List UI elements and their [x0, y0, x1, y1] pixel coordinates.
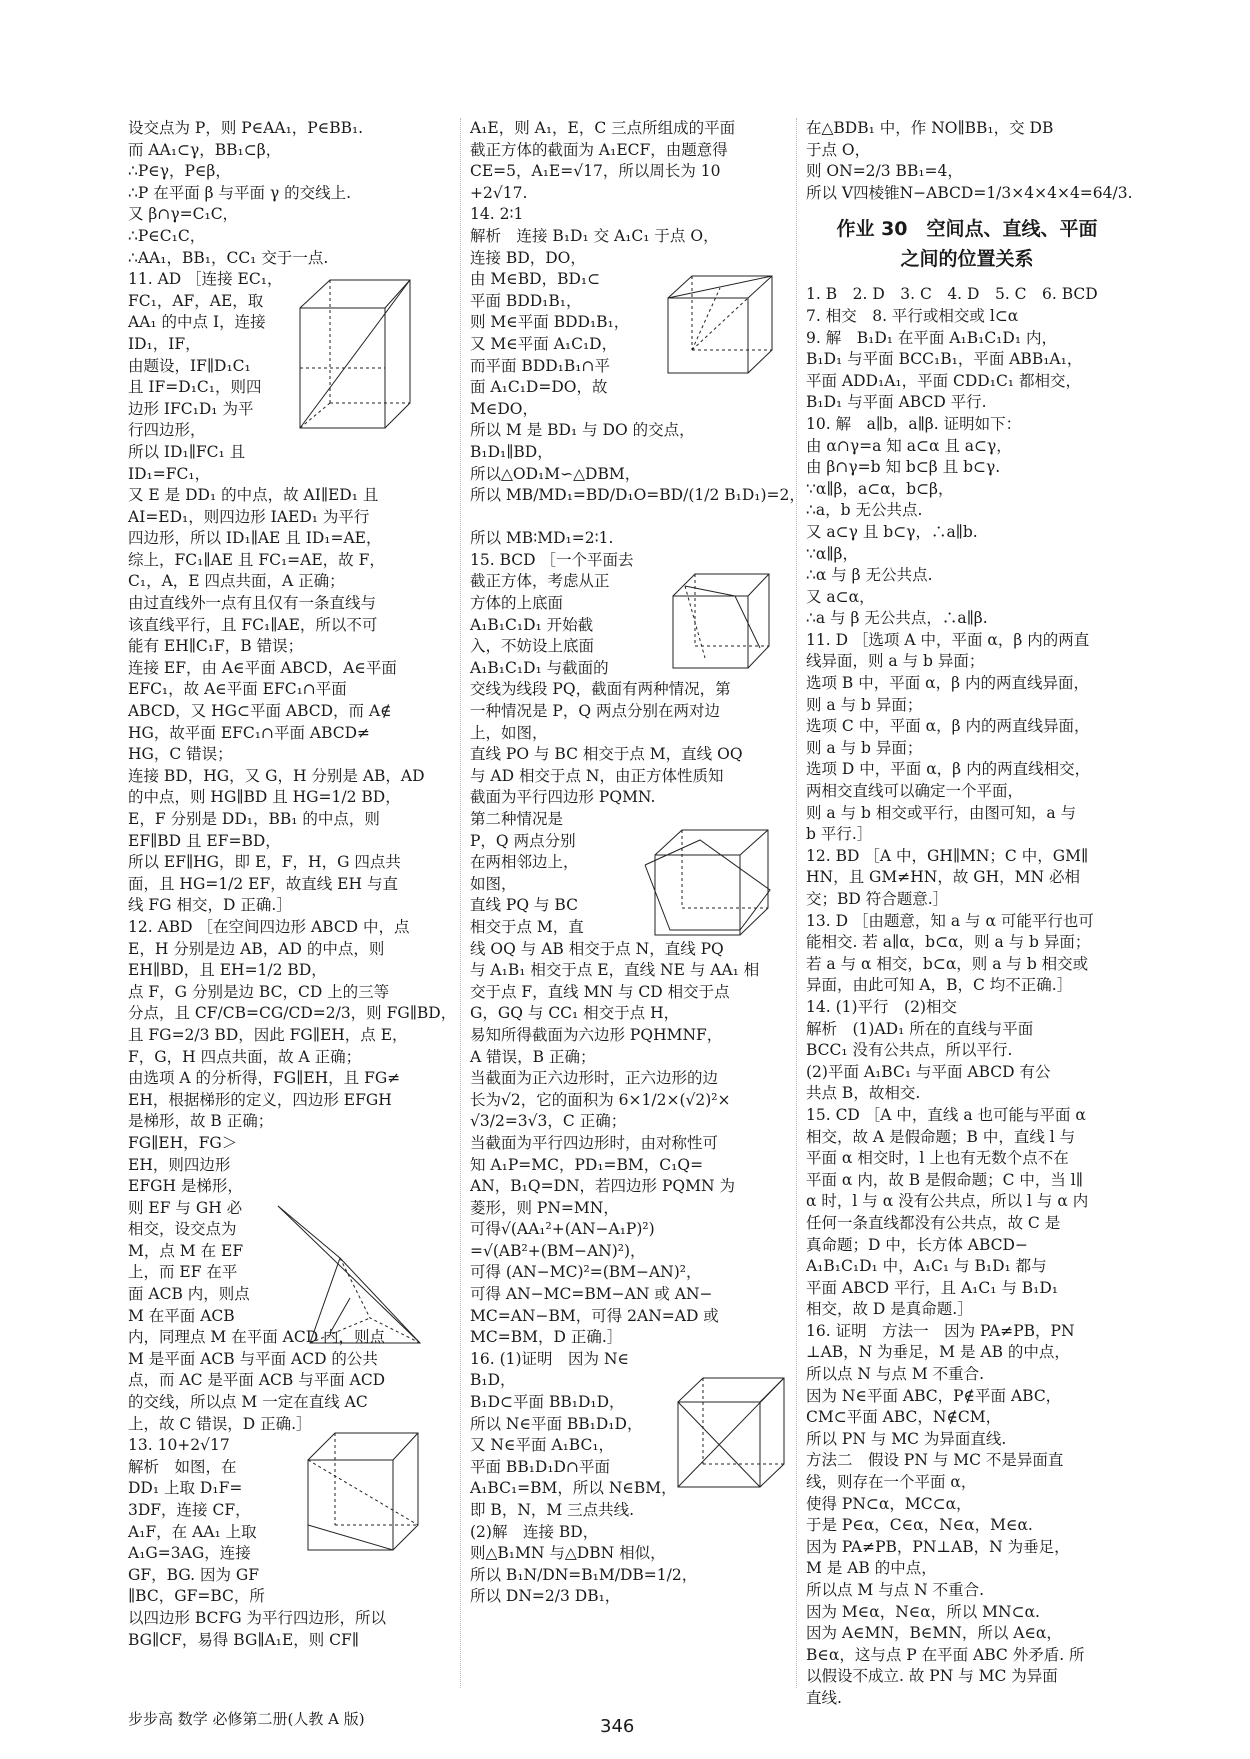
- text-line: F，G，H 四点共面，故 A 正确；: [128, 1047, 362, 1066]
- text-line: 因为 A∈MN，B∈MN，所以 A∈α，: [806, 1624, 1062, 1643]
- text-line: 且 FG=2/3 BD，因此 FG∥EH，点 E，: [128, 1025, 408, 1044]
- text-line: 当截面为平行四边形时，由对称性可: [470, 1133, 719, 1152]
- text-line: 而 AA₁⊂γ，BB₁⊂β，: [128, 140, 282, 159]
- text-line: 由 M∈BD，BD₁⊂: [470, 270, 601, 289]
- text-line: 又 E 是 DD₁ 的中点，故 AI∥ED₁ 且: [128, 486, 379, 505]
- text-line: [470, 507, 792, 529]
- text-line: CM⊂平面 ABC，N∉CM，: [806, 1408, 1002, 1427]
- book-title-footer: 步步高 数学 必修第二册(人教 A 版): [128, 1710, 365, 1728]
- text-line: 直线 PO 与 BC 相交于点 M，直线 OQ: [470, 745, 743, 764]
- text-line: 14. 2∶1: [470, 205, 524, 224]
- text-line: 相交于点 M，直: [470, 917, 584, 936]
- text-line: EH，根据梯形的定义，四边形 EFGH: [128, 1090, 392, 1109]
- text-line: (2)平面 A₁BC₁ 与平面 ABCD 有公: [806, 1062, 1051, 1081]
- text-line: 且 IF=D₁C₁，则四: [128, 378, 262, 397]
- text-line: 上，而 EF 在平: [128, 1263, 238, 1282]
- text-line: 上，故 C 错误，D 正确.］: [128, 1414, 312, 1433]
- text-line: 解析 连接 B₁D₁ 交 A₁C₁ 于点 O，: [470, 226, 719, 245]
- text-line: 能有 EH∥C₁F，B 错误；: [128, 637, 304, 656]
- text-line: 易知所得截面为六边形 PQHMNF，: [470, 1025, 723, 1044]
- text-line: ABCD，又 HG⊂平面 ABCD，而 A∉: [128, 702, 392, 721]
- text-line: 面 ACB 内，则点: [128, 1285, 250, 1304]
- text-line: 方法二 假设 PN 与 MC 不是异面直: [806, 1451, 1064, 1470]
- section-heading-line2: 之间的位置关系: [900, 248, 1034, 271]
- text-line: 交于点 F，直线 MN 与 CD 相交于点: [470, 982, 730, 1001]
- text-line: A₁B₁C₁D₁ 开始截: [470, 615, 594, 634]
- text-line: 13. D ［由题意，知 a 与 α 可能平行也可: [806, 911, 1094, 930]
- text-line: 又 a⊂α，: [806, 587, 875, 606]
- text-line: 又 β∩γ=C₁C，: [128, 205, 239, 224]
- text-line: BG∥CF，易得 BG∥A₁E，则 CF∥: [128, 1630, 359, 1649]
- text-line: 与 A₁B₁ 相交于点 E，直线 NE 与 AA₁ 相: [470, 961, 760, 980]
- text-line: α 时，l 与 α 没有公共点，所以 l 与 α 内: [806, 1192, 1089, 1211]
- text-line: 连接 EF，由 A∈平面 ABCD，A∈平面: [128, 658, 397, 677]
- text-line: EF∥BD 且 EF=BD，: [128, 831, 281, 850]
- text-line: M，点 M 在 EF: [128, 1241, 244, 1260]
- text-line: 在△BDB₁ 中，作 NO∥BB₁，交 DB: [806, 119, 1054, 137]
- text-line: A₁F，在 AA₁ 上取: [128, 1522, 257, 1541]
- text-line: 11. AD ［连接 EC₁，: [128, 270, 283, 289]
- text-line: 于是 P∈α，C∈α，N∈α，M∈α.: [806, 1516, 1033, 1535]
- text-line: 若 a 与 α 相交，b⊂α，则 a 与 b 相交或: [806, 954, 1089, 973]
- text-line: CE=5，A₁E=√17，所以周长为 10: [470, 162, 721, 181]
- text-line: 面，且 HG=1/2 EF，故直线 EH 与直: [128, 874, 398, 893]
- text-line: 由 β∩γ=b 知 b⊂β 且 b⊂γ.: [806, 458, 1001, 477]
- text-line: 交；BD 符合题意.］: [806, 890, 949, 908]
- text-line: 所以 V四棱锥N−ABCD=1/3×4×4×4=64/3.: [806, 183, 1133, 202]
- text-line: 所以点 M 与点 N 不重合.: [806, 1581, 985, 1599]
- text-line: 直线.: [806, 1688, 842, 1707]
- text-line: 所以点 N 与点 M 不重合.: [806, 1365, 985, 1384]
- text-line: 由选项 A 的分析得，FG∥EH，且 FG≠: [128, 1069, 401, 1088]
- text-line: EH∥BD，且 EH=1/2 BD，: [128, 961, 327, 980]
- text-line: 分点，且 CF/CB=CG/CD=2/3，则 FG∥BD，: [128, 1004, 457, 1023]
- text-line: 点，而 AC 是平面 ACB 与平面 ACD: [128, 1371, 386, 1390]
- text-line: M 在平面 ACB: [128, 1306, 235, 1325]
- text-line: 可得 (AN−MC)²=(BM−AN)²，: [470, 1263, 702, 1282]
- text-line: 的中点，则 HG∥BD 且 HG=1/2 BD，: [128, 788, 401, 807]
- text-line: 则△B₁MN 与△DBN 相似，: [470, 1544, 666, 1563]
- text-line: b 平行.］: [806, 825, 873, 844]
- text-line: G，GQ 与 CC₁ 相交于点 H，: [470, 1004, 680, 1023]
- column-3-top: [806, 118, 1133, 204]
- text-line: ∴AA₁，BB₁，CC₁ 交于一点.: [128, 248, 329, 267]
- column-divider: [796, 118, 797, 1688]
- text-line: GF，BG. 因为 GF: [128, 1565, 260, 1584]
- text-line: A₁G=3AG，连接: [128, 1544, 251, 1563]
- text-line: 一种情况是 P，Q 两点分别在两对边: [470, 702, 720, 721]
- text-line: FC₁，AF，AE，取: [128, 291, 264, 310]
- text-line: 真命题；D 中，长方体 ABCD−: [806, 1235, 1028, 1254]
- text-line: 所以 MB∶MD₁=2∶1.: [470, 529, 614, 548]
- text-line: HG，故平面 EFC₁∩平面 ABCD≠: [128, 723, 371, 742]
- text-line: 相交，故 A 是假命题；B 中，直线 l 与: [806, 1127, 1076, 1146]
- cube-figure-problem-11: [290, 268, 420, 440]
- text-line: 所以 PN 与 MC 为异面直线.: [806, 1429, 1007, 1448]
- text-line: 上，如图，: [470, 723, 548, 742]
- text-line: 选项 D 中，平面 α，β 内的两直线相交，: [806, 760, 1091, 779]
- text-line: 连接 BD，DO，: [470, 248, 586, 267]
- text-line: 设交点为 P，则 P∈AA₁，P∈BB₁.: [128, 119, 364, 137]
- text-line: 解析 如图，在: [128, 1457, 237, 1476]
- text-line: 点 F，G 分别是边 BC，CD 上的三等: [128, 982, 390, 1001]
- text-line: 因为 PA≠PB，PN⊥AB，N 为垂足，: [806, 1537, 1070, 1556]
- text-line: 入，不妨设上底面: [470, 637, 595, 656]
- text-line: A₁E，则 A₁，E，C 三点所组成的平面: [470, 119, 736, 137]
- text-line: 所以 MB/MD₁=BD/D₁O=BD/(1/2 B₁D₁)=2，: [470, 486, 805, 505]
- text-line: HG，C 错误；: [128, 745, 233, 764]
- text-line: 10. 解 a∥b，a∥β. 证明如下：: [806, 414, 1022, 433]
- text-line: 又 N∈平面 A₁BC₁，: [470, 1436, 615, 1455]
- text-line: 以四边形 BCFG 为平行四边形，所以: [128, 1608, 387, 1627]
- text-line: BCC₁ 没有公共点，所以平行.: [806, 1041, 1013, 1060]
- text-line: 能相交. 若 a∥α，b⊂α，则 a 与 b 异面；: [806, 933, 1091, 952]
- text-line: 所以 M 是 BD₁ 与 DO 的交点，: [470, 421, 695, 440]
- text-line: 9. 解 B₁D₁ 在平面 A₁B₁C₁D₁ 内，: [806, 328, 1057, 347]
- text-line: 线 FG 相交，D 正确.］: [128, 896, 292, 915]
- text-line: 线 OQ 与 AB 相交于点 N，直线 PQ: [470, 939, 724, 958]
- text-line: M 是 AB 的中点，: [806, 1559, 937, 1578]
- text-line: 因为 N∈平面 ABC，P∉平面 ABC，: [806, 1386, 1062, 1405]
- text-line: 共点 B，故相交.: [806, 1084, 921, 1103]
- text-line: E，F 分别是 DD₁，BB₁ 的中点，则: [128, 810, 380, 828]
- text-line: FG∥EH，FG＞: [128, 1133, 238, 1152]
- text-line: √3/2=3√3，C 正确；: [470, 1112, 627, 1131]
- column-divider: [460, 118, 461, 1688]
- text-line: 以假设不成立. 故 PN 与 MC 为异面: [806, 1667, 1058, 1686]
- text-line: 平面 ADD₁A₁，平面 CDD₁C₁ 都相交，: [806, 371, 1081, 390]
- text-line: 而平面 BDD₁B₁∩平: [470, 356, 610, 375]
- text-line: DD₁ 上取 D₁F=: [128, 1479, 243, 1498]
- text-line: 1. B 2. D 3. C 4. D 5. C 6. BCD: [806, 285, 1098, 304]
- cube-figure-problem-15a: [665, 568, 775, 673]
- text-line: 线异面，则 a 与 b 异面；: [806, 652, 985, 671]
- text-line: ID₁=FC₁，: [128, 464, 211, 483]
- text-line: 由题设，IF∥D₁C₁: [128, 356, 251, 375]
- text-line: 第二种情况是: [470, 810, 564, 828]
- cube-figure-problem-15b: [640, 820, 780, 945]
- text-line: 综上，FC₁∥AE 且 FC₁=AE，故 F，: [128, 550, 385, 569]
- text-line: 面 A₁C₁D=DO，故: [470, 378, 608, 397]
- text-line: 与 AD 相交于点 N，由正方体性质知: [470, 766, 724, 785]
- text-line: MC=AN−BM，可得 2AN=AD 或: [470, 1306, 719, 1325]
- text-line: ∵α∥β，a⊂α，b⊂β，: [806, 479, 954, 498]
- text-line: A₁BC₁=BM，所以 N∈BM，: [470, 1479, 677, 1498]
- page-number: 346: [600, 1716, 635, 1737]
- text-line: 平面 α 相交时，l 上也有无数个点不在: [806, 1149, 1069, 1168]
- text-line: 15. CD ［A 中，直线 a 也可能与平面 α: [806, 1105, 1086, 1124]
- text-line: 线，则存在一个平面 α，: [806, 1473, 977, 1492]
- text-line: 所以 ID₁∥FC₁ 且: [128, 442, 246, 461]
- text-line: 长为√2，它的面积为 6×1/2×(√2)²×: [470, 1090, 731, 1109]
- text-line: 所以 N∈平面 BB₁D₁D，: [470, 1414, 643, 1433]
- text-line: A₁B₁C₁D₁ 与截面的: [470, 658, 609, 677]
- text-line: ID₁，IF，: [128, 334, 201, 353]
- text-line: 可得√(AA₁²+(AN−A₁P)²): [470, 1220, 655, 1239]
- text-line: A 错误，B 正确；: [470, 1047, 596, 1066]
- text-line: 由 α∩γ=a 知 a⊂α 且 a⊂γ，: [806, 436, 1012, 455]
- text-line: E，H 分别是边 AB，AD 的中点，则: [128, 939, 385, 958]
- text-line: 在两相邻边上，: [470, 853, 579, 872]
- text-line: 任何一条直线都没有公共点，故 C 是: [806, 1213, 1061, 1232]
- text-line: A₁B₁C₁D₁ 中，A₁C₁ 与 B₁D₁ 都与: [806, 1257, 1047, 1276]
- text-line: B₁D₁ 与平面 ABCD 平行.: [806, 393, 987, 412]
- text-line: 所以 B₁N/DN=B₁M/DB=1/2，: [470, 1565, 698, 1584]
- text-line: EH，则四边形: [128, 1155, 231, 1174]
- text-line: 选项 C 中，平面 α，β 内的两直线异面，: [806, 717, 1090, 736]
- text-line: 截正方体的截面为 A₁ECF，由题意得: [470, 140, 728, 159]
- column-3-answers: [806, 284, 1128, 1709]
- section-heading: [806, 214, 1128, 274]
- text-line: 16. 证明 方法一 因为 PA≠PB，PN: [806, 1321, 1075, 1340]
- text-line: HN，且 GM≠HN，故 GH，MN 必相: [806, 868, 1081, 887]
- text-line: MC=BM，D 正确.］: [470, 1328, 623, 1347]
- text-line: 所以 EF∥HG，即 E，F，H，G 四点共: [128, 853, 401, 872]
- text-line: 11. D ［选项 A 中，平面 α，β 内的两直: [806, 630, 1090, 649]
- text-line: 由过直线外一点有且仅有一条直线与: [128, 594, 377, 613]
- text-line: 可得 AN−MC=BM−AN 或 AN−: [470, 1285, 713, 1304]
- text-line: 的交线，所以点 M 一定在直线 AC: [128, 1393, 368, 1412]
- text-line: ⊥AB，N 为垂足，M 是 AB 的中点，: [806, 1343, 1070, 1362]
- text-line: EFGH 是梯形，: [128, 1177, 243, 1196]
- text-line: M 是平面 ACB 与平面 ACD 的公共: [128, 1349, 378, 1368]
- text-line: P，Q 两点分别: [470, 831, 576, 850]
- text-line: 菱形，则 PN=MN，: [470, 1198, 619, 1217]
- text-line: 截正方体，考虑从正: [470, 572, 610, 591]
- text-line: 相交，设交点为: [128, 1220, 237, 1239]
- text-line: 当截面为正六边形时，正六边形的边: [470, 1069, 719, 1088]
- tetrahedron-figure-problem-12: [270, 1198, 430, 1348]
- text-line: ∥BC，GF=BC，所: [128, 1587, 265, 1606]
- column-3: [806, 118, 1133, 1710]
- text-line: 内，同理点 M 在平面 ACD 内，则点: [128, 1328, 386, 1347]
- text-line: 16. (1)证明 因为 N∈: [470, 1349, 629, 1368]
- text-line: 平面 BB₁D₁D∩平面: [470, 1457, 610, 1476]
- text-line: 12. ABD ［在空间四边形 ABCD 中，点: [128, 917, 410, 936]
- cube-figure-problem-14: [660, 268, 780, 378]
- text-line: 又 a⊂γ 且 b⊂γ，∴a∥b.: [806, 522, 978, 541]
- text-line: 则 ON=2/3 BB₁=4，: [806, 162, 963, 181]
- text-line: 解析 (1)AD₁ 所在的直线与平面: [806, 1019, 1034, 1038]
- text-line: 3DF，连接 CF，: [128, 1501, 251, 1519]
- text-line: 13. 10+2√17: [128, 1436, 230, 1455]
- text-line: ∴P∈C₁C，: [128, 226, 206, 245]
- text-line: 方体的上底面: [470, 594, 564, 613]
- text-line: 又 M∈平面 A₁C₁D，: [470, 334, 618, 353]
- text-line: ∴α 与 β 无公共点.: [806, 566, 933, 585]
- text-line: 截面为平行四边形 PQMN.: [470, 788, 656, 807]
- text-line: B₁D₁∥BD，: [470, 442, 553, 461]
- text-line: ∴P 在平面 β 与平面 γ 的交线上.: [128, 183, 352, 202]
- text-line: 即 B，N，M 三点共线.: [470, 1501, 635, 1519]
- text-line: 四边形，所以 ID₁∥AE 且 ID₁=AE，: [128, 529, 382, 548]
- text-line: B∈α，这与点 P 在平面 ABC 外矛盾. 所: [806, 1645, 1085, 1664]
- text-line: 则 EF 与 GH 必: [128, 1198, 243, 1217]
- cube-figure-problem-16: [670, 1372, 790, 1492]
- text-line: 两相交直线可以确定一个平面，: [806, 782, 1024, 801]
- text-line: ∴a 与 β 无公共点，∴a∥β.: [806, 609, 988, 628]
- text-line: 连接 BD，HG，又 G，H 分别是 AB，AD: [128, 766, 425, 785]
- text-line: =√(AB²+(BM−AN)²)，: [470, 1241, 646, 1260]
- text-line: 边形 IFC₁D₁ 为平: [128, 399, 254, 418]
- text-line: B₁D，: [470, 1371, 516, 1390]
- text-line: +2√17.: [470, 183, 528, 202]
- text-line: ∴a，b 无公共点.: [806, 501, 923, 520]
- text-line: 平面 α 内，故 B 是假命题；C 中，当 l∥: [806, 1170, 1083, 1189]
- text-line: 所以△OD₁M∽△DBM，: [470, 464, 641, 483]
- text-line: ∴P∈γ，P∈β，: [128, 162, 231, 181]
- text-line: 相交，故 D 是真命题.］: [806, 1300, 973, 1319]
- text-line: 该直线平行，且 FC₁∥AE，所以不可: [128, 615, 378, 634]
- text-line: AA₁ 的中点 I，连接: [128, 313, 266, 332]
- text-line: B₁D⊂平面 BB₁D₁D，: [470, 1393, 625, 1412]
- text-line: 使得 PN⊂α，MC⊂α，: [806, 1494, 972, 1513]
- text-line: 知 A₁P=MC，PD₁=BM，C₁Q=: [470, 1155, 704, 1174]
- text-line: 则 M∈平面 BDD₁B₁，: [470, 313, 630, 332]
- cube-figure-problem-13: [300, 1425, 425, 1555]
- text-line: 平面 ABCD 平行，且 A₁C₁ 与 B₁D₁: [806, 1278, 1059, 1297]
- text-line: 行四边形，: [128, 421, 206, 440]
- text-line: 如图，: [470, 874, 517, 893]
- text-line: AN，B₁Q=DN，若四边形 PQMN 为: [470, 1177, 735, 1196]
- text-line: AI=ED₁，则四边形 IAED₁ 为平行: [128, 507, 370, 526]
- text-line: 因为 M∈α，N∈α，所以 MN⊂α.: [806, 1602, 1040, 1621]
- text-line: 直线 PQ 与 BC: [470, 896, 578, 915]
- text-line: 则 a 与 b 异面；: [806, 695, 923, 714]
- text-line: (2)解 连接 BD，: [470, 1522, 599, 1541]
- text-line: B₁D₁ 与平面 BCC₁B₁，平面 ABB₁A₁，: [806, 350, 1083, 369]
- text-line: 15. BCD ［一个平面去: [470, 550, 634, 569]
- text-line: 选项 B 中，平面 α，β 内的两直线异面，: [806, 674, 1090, 693]
- text-line: ∵α∥β，: [806, 544, 858, 563]
- text-line: 14. (1)平行 (2)相交: [806, 997, 957, 1016]
- text-line: 平面 BDD₁B₁，: [470, 291, 582, 310]
- text-line: 是梯形，故 B 正确；: [128, 1112, 274, 1131]
- text-line: M∈DO，: [470, 399, 538, 418]
- text-line: C₁，A，E 四点共面，A 正确；: [128, 572, 345, 591]
- text-line: 异面，由此可知 A，B，C 均不正确.］: [806, 976, 1073, 995]
- section-heading-line1: 作业 30 空间点、直线、平面: [836, 218, 1098, 241]
- text-line: 于点 O，: [806, 140, 871, 159]
- text-line: 所以 DN=2/3 DB₁，: [470, 1587, 621, 1606]
- text-line: 交线为线段 PQ，截面有两种情况，第: [470, 680, 731, 699]
- text-line: 则 a 与 b 异面；: [806, 738, 923, 757]
- text-line: 12. BD ［A 中，GH∥MN；C 中，GM∥: [806, 846, 1089, 865]
- text-line: 则 a 与 b 相交或平行，由图可知，a 与: [806, 803, 1077, 822]
- text-line: 7. 相交 8. 平行或相交或 l⊂α: [806, 306, 1019, 325]
- text-line: EFC₁，故 A∈平面 EFC₁∩平面: [128, 680, 347, 699]
